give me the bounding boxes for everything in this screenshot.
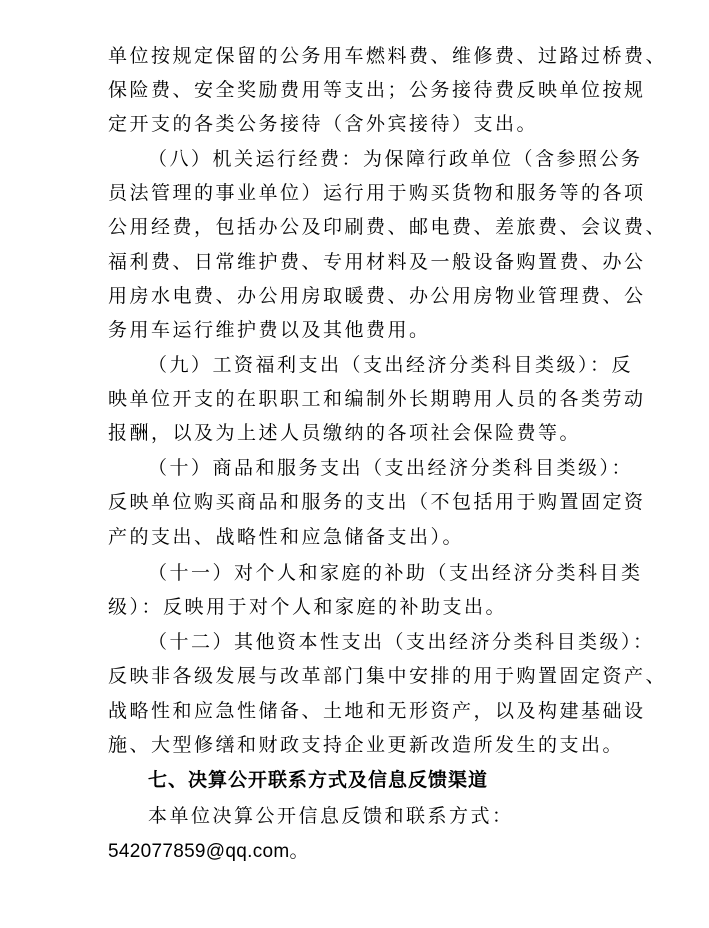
paragraph-start: （十）商品和服务支出（支出经济分类科目类级）：: [148, 457, 634, 479]
text-line: 福利费、日常维护费、专用材料及一般设备购置费、办公: [108, 251, 646, 273]
text-line: 务用车运行维护费以及其他费用。: [108, 319, 431, 341]
paragraph-start: （九）工资福利支出（支出经济分类科目类级）：反: [148, 354, 634, 376]
contact-email: 542077859@qq.com。: [108, 841, 309, 862]
text-line: 用房水电费、办公用房取暖费、办公用房物业管理费、公: [108, 285, 646, 307]
paragraph-start: （十二）其他资本性支出（支出经济分类科目类级）：: [148, 631, 655, 653]
text-line: 定开支的各类公务接待（含外宾接待）支出。: [108, 113, 539, 135]
text-line: 施、大型修缮和财政支持企业更新改造所发生的支出。: [108, 734, 625, 756]
text-line: 报酬，以及为上述人员缴纳的各项社会保险费等。: [108, 422, 582, 444]
section-heading: 七、决算公开联系方式及信息反馈渠道: [148, 769, 489, 791]
text-line: 单位按规定保留的公务用车燃料费、维修费、过路过桥费、: [108, 45, 668, 67]
paragraph-start: （十一）对个人和家庭的补助（支出经济分类科目类: [148, 562, 643, 584]
paragraph-start: 本单位决算公开信息反馈和联系方式：: [148, 805, 514, 827]
text-line: 级）：反映用于对个人和家庭的补助支出。: [108, 596, 508, 618]
text-line: 公用经费，包括办公及印刷费、邮电费、差旅费、会议费、: [108, 216, 668, 238]
text-line: 反映非各级发展与改革部门集中安排的用于购置固定资产、: [108, 665, 668, 687]
text-line: 反映单位购买商品和服务的支出（不包括用于购置固定资: [108, 491, 646, 513]
text-line: 员法管理的事业单位）运行用于购买货物和服务等的各项: [108, 182, 646, 204]
text-line: 产的支出、战略性和应急储备支出）。: [108, 526, 465, 548]
paragraph-start: （八）机关运行经费：为保障行政单位（含参照公务: [148, 148, 643, 170]
text-line: 战略性和应急性储备、土地和无形资产，以及构建基础设: [108, 700, 646, 722]
text-line: 映单位开支的在职职工和编制外长期聘用人员的各类劳动: [108, 388, 646, 410]
text-line: 保险费、安全奖励费用等支出；公务接待费反映单位按规: [108, 79, 646, 101]
